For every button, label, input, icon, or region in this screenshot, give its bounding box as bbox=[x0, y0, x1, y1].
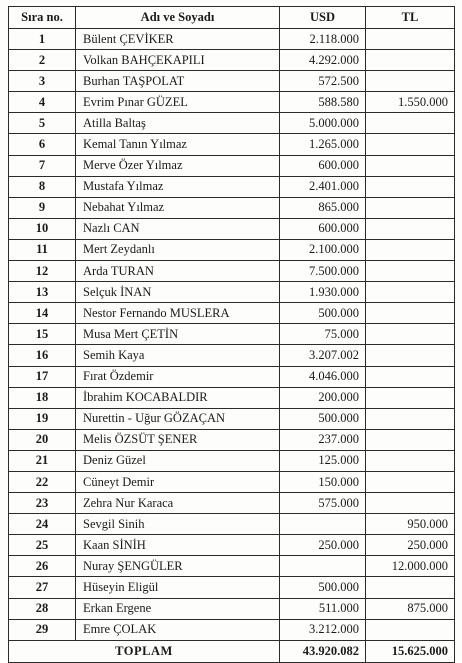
row-usd: 4.046.000 bbox=[280, 366, 366, 387]
table-row bbox=[9, 261, 455, 282]
row-usd: 2.100.000 bbox=[280, 239, 366, 260]
row-name: Nestor Fernando MUSLERA bbox=[76, 303, 280, 324]
row-usd: 511.000 bbox=[280, 598, 366, 619]
row-usd: 2.401.000 bbox=[280, 176, 366, 197]
row-tl bbox=[366, 29, 455, 50]
row-tl bbox=[366, 50, 455, 71]
row-usd: 3.212.000 bbox=[280, 619, 366, 640]
table-row bbox=[9, 471, 455, 492]
row-number: 23 bbox=[9, 493, 76, 514]
total-usd: 43.920.082 bbox=[280, 640, 366, 662]
row-usd: 500.000 bbox=[280, 577, 366, 598]
row-usd: 3.207.002 bbox=[280, 345, 366, 366]
row-name: Melis ÖZSÜT ŞENER bbox=[76, 429, 280, 450]
row-number: 6 bbox=[9, 134, 76, 155]
table-row bbox=[9, 366, 455, 387]
row-tl bbox=[366, 345, 455, 366]
row-tl bbox=[366, 387, 455, 408]
row-tl: 1.550.000 bbox=[366, 92, 455, 113]
table-row bbox=[9, 324, 455, 345]
table-row bbox=[9, 345, 455, 366]
table-row bbox=[9, 92, 455, 113]
row-number: 26 bbox=[9, 556, 76, 577]
row-name: Fırat Özdemir bbox=[76, 366, 280, 387]
row-tl bbox=[366, 197, 455, 218]
row-tl bbox=[366, 303, 455, 324]
table-row bbox=[9, 29, 455, 50]
table-body bbox=[9, 29, 455, 641]
table-row bbox=[9, 429, 455, 450]
table-row bbox=[9, 71, 455, 92]
row-tl bbox=[366, 577, 455, 598]
total-tl: 15.625.000 bbox=[366, 640, 455, 662]
row-number: 13 bbox=[9, 282, 76, 303]
row-tl bbox=[366, 155, 455, 176]
table-row bbox=[9, 113, 455, 134]
row-number: 17 bbox=[9, 366, 76, 387]
row-number: 3 bbox=[9, 71, 76, 92]
row-name: Nuray ŞENGÜLER bbox=[76, 556, 280, 577]
row-usd: 1.930.000 bbox=[280, 282, 366, 303]
row-number: 11 bbox=[9, 239, 76, 260]
table-row bbox=[9, 408, 455, 429]
row-tl bbox=[366, 366, 455, 387]
header-no: Sıra no. bbox=[9, 7, 76, 29]
row-name: Cüneyt Demir bbox=[76, 471, 280, 492]
row-number: 10 bbox=[9, 218, 76, 239]
table-row bbox=[9, 493, 455, 514]
row-tl: 875.000 bbox=[366, 598, 455, 619]
row-number: 19 bbox=[9, 408, 76, 429]
row-name: Selçuk İNAN bbox=[76, 282, 280, 303]
table-row bbox=[9, 155, 455, 176]
row-tl: 950.000 bbox=[366, 514, 455, 535]
row-number: 12 bbox=[9, 261, 76, 282]
table-row bbox=[9, 50, 455, 71]
header-tl: TL bbox=[366, 7, 455, 29]
table-row bbox=[9, 556, 455, 577]
row-number: 22 bbox=[9, 471, 76, 492]
table-row bbox=[9, 282, 455, 303]
row-tl: 250.000 bbox=[366, 535, 455, 556]
table-row bbox=[9, 619, 455, 640]
row-number: 14 bbox=[9, 303, 76, 324]
row-tl bbox=[366, 324, 455, 345]
row-name: Evrim Pınar GÜZEL bbox=[76, 92, 280, 113]
row-number: 24 bbox=[9, 514, 76, 535]
row-usd: 5.000.000 bbox=[280, 113, 366, 134]
table-row bbox=[9, 134, 455, 155]
table-row bbox=[9, 197, 455, 218]
row-name: Erkan Ergene bbox=[76, 598, 280, 619]
row-tl bbox=[366, 408, 455, 429]
row-tl bbox=[366, 619, 455, 640]
total-label: TOPLAM bbox=[9, 640, 280, 662]
row-usd: 600.000 bbox=[280, 218, 366, 239]
row-name: Mert Zeydanlı bbox=[76, 239, 280, 260]
row-tl bbox=[366, 218, 455, 239]
row-name: Merve Özer Yılmaz bbox=[76, 155, 280, 176]
row-tl bbox=[366, 429, 455, 450]
row-name: Burhan TAŞPOLAT bbox=[76, 71, 280, 92]
row-name: Hüseyin Eligül bbox=[76, 577, 280, 598]
row-name: Sevgil Sinih bbox=[76, 514, 280, 535]
row-name: Semih Kaya bbox=[76, 345, 280, 366]
row-name: Kaan SİNİH bbox=[76, 535, 280, 556]
row-tl bbox=[366, 176, 455, 197]
row-usd: 500.000 bbox=[280, 408, 366, 429]
payments-table bbox=[8, 6, 455, 663]
row-number: 20 bbox=[9, 429, 76, 450]
row-number: 5 bbox=[9, 113, 76, 134]
row-usd: 2.118.000 bbox=[280, 29, 366, 50]
row-usd: 237.000 bbox=[280, 429, 366, 450]
table-row bbox=[9, 535, 455, 556]
row-usd: 75.000 bbox=[280, 324, 366, 345]
table-row bbox=[9, 218, 455, 239]
table-row bbox=[9, 514, 455, 535]
row-number: 27 bbox=[9, 577, 76, 598]
row-tl bbox=[366, 261, 455, 282]
table-row bbox=[9, 239, 455, 260]
row-number: 9 bbox=[9, 197, 76, 218]
table-row bbox=[9, 387, 455, 408]
row-name: Deniz Güzel bbox=[76, 450, 280, 471]
row-usd: 575.000 bbox=[280, 493, 366, 514]
header-usd: USD bbox=[280, 7, 366, 29]
row-tl bbox=[366, 239, 455, 260]
row-name: Volkan BAHÇEKAPILI bbox=[76, 50, 280, 71]
table-row bbox=[9, 598, 455, 619]
row-usd bbox=[280, 514, 366, 535]
row-name: Musa Mert ÇETİN bbox=[76, 324, 280, 345]
row-usd: 588.580 bbox=[280, 92, 366, 113]
row-number: 29 bbox=[9, 619, 76, 640]
row-tl bbox=[366, 282, 455, 303]
row-tl bbox=[366, 450, 455, 471]
row-usd: 150.000 bbox=[280, 471, 366, 492]
row-number: 16 bbox=[9, 345, 76, 366]
row-name: İbrahim KOCABALDIR bbox=[76, 387, 280, 408]
table-row bbox=[9, 303, 455, 324]
row-usd: 600.000 bbox=[280, 155, 366, 176]
row-usd: 250.000 bbox=[280, 535, 366, 556]
row-tl bbox=[366, 71, 455, 92]
row-usd: 865.000 bbox=[280, 197, 366, 218]
row-name: Atilla Baltaş bbox=[76, 113, 280, 134]
row-usd: 125.000 bbox=[280, 450, 366, 471]
header-name: Adı ve Soyadı bbox=[76, 7, 280, 29]
row-name: Bülent ÇEVİKER bbox=[76, 29, 280, 50]
row-name: Kemal Tanın Yılmaz bbox=[76, 134, 280, 155]
row-number: 2 bbox=[9, 50, 76, 71]
row-number: 4 bbox=[9, 92, 76, 113]
row-number: 15 bbox=[9, 324, 76, 345]
row-name: Nazlı CAN bbox=[76, 218, 280, 239]
table-row bbox=[9, 450, 455, 471]
row-usd: 500.000 bbox=[280, 303, 366, 324]
row-name: Nebahat Yılmaz bbox=[76, 197, 280, 218]
row-number: 25 bbox=[9, 535, 76, 556]
row-number: 21 bbox=[9, 450, 76, 471]
row-tl: 12.000.000 bbox=[366, 556, 455, 577]
row-usd: 200.000 bbox=[280, 387, 366, 408]
row-usd: 1.265.000 bbox=[280, 134, 366, 155]
row-number: 18 bbox=[9, 387, 76, 408]
row-number: 28 bbox=[9, 598, 76, 619]
total-row bbox=[9, 640, 455, 662]
row-tl bbox=[366, 113, 455, 134]
row-number: 1 bbox=[9, 29, 76, 50]
row-usd: 4.292.000 bbox=[280, 50, 366, 71]
header-row bbox=[9, 7, 455, 29]
row-usd: 7.500.000 bbox=[280, 261, 366, 282]
row-number: 8 bbox=[9, 176, 76, 197]
row-name: Mustafa Yılmaz bbox=[76, 176, 280, 197]
row-number: 7 bbox=[9, 155, 76, 176]
row-name: Arda TURAN bbox=[76, 261, 280, 282]
row-usd bbox=[280, 556, 366, 577]
row-tl bbox=[366, 493, 455, 514]
row-tl bbox=[366, 134, 455, 155]
table-row bbox=[9, 176, 455, 197]
row-tl bbox=[366, 471, 455, 492]
row-name: Zehra Nur Karaca bbox=[76, 493, 280, 514]
row-name: Nurettin - Uğur GÖZAÇAN bbox=[76, 408, 280, 429]
row-usd: 572.500 bbox=[280, 71, 366, 92]
row-name: Emre ÇOLAK bbox=[76, 619, 280, 640]
table-row bbox=[9, 577, 455, 598]
